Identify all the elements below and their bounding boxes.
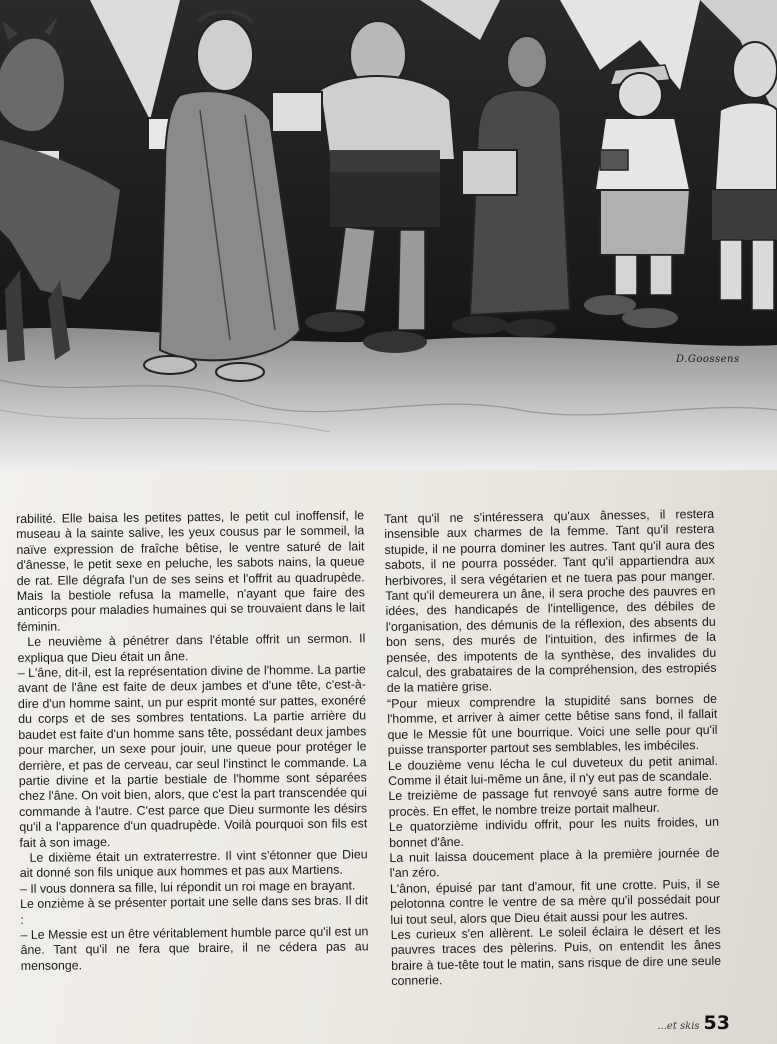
paragraph: Le quatorzième individu offrit, pour les nuits froides, un bonnet d'âne. xyxy=(388,814,720,850)
paragraph: rabilité. Elle baisa les petites pattes, le petit cul inoffensif, le museau à la sainte salive, les yeux cousus par le sommeil, la naïve expression de fraîche bêtise, le ventre saturé de lait d'ânesse, le petit sexe en peluche, les sabots nains, la queue de rat. Elle dégrafa l'un de ses seins et l'offrit au quadrupède. Mais la bestiole refusa la mamelle, n'ayant que faire des anticorps pour maladies humaines qui se trouvaient dans le lait féminin. xyxy=(16,508,366,634)
paragraph: – L'âne, dit-il, est la représentation divine de l'homme. La partie avant de l'âne est faite de deux jambes et d'une tête, c'est-à-dire d'un homme saint, un pur esprit monté sur pattes, exonéré du corps et de ses sombres tentations. La partie arrière du baudet est faite d'un homme sans tête, possédant deux jambes pour marcher, un sexe pour jouir, une queue pour protéger le derrière, et pas de cerveau, car seul l'instinct le commande. La partie divine et la partie bestiale de l'homme sont séparées chez l'âne. On voit bien, alors, que c'est la part transcendée qui commande à l'autre. C'est parce que Dieu surmonte les désirs qu'il a l'apparence d'un quadrupède. Voilà pourquoi son fils est fait à son image. xyxy=(17,662,368,850)
paragraph: Le douzième venu lécha le cul duveteux du petit animal. Comme il était lui-même un âne, il n'y eut pas de scandale. xyxy=(387,753,719,788)
page-number: 53 xyxy=(703,1012,730,1034)
paragraph: – Le Messie est un être véritablement humble parce qu'il est un âne. Tant qu'il ne fera que braire, il ne cédera pas au mensonge. xyxy=(20,924,369,973)
paragraph: “Pour mieux comprendre la stupidité sans bornes de l'homme, et arriver à aimer cette bêtise sans fond, il fallait que le Messie fût une bourrique. Voici une selle pour qu'il puisse transporter partout ses semblables, les imbéciles. xyxy=(386,691,718,758)
paragraph: La nuit laissa doucement place à la première journée de l'an zéro. xyxy=(389,845,720,881)
paragraph: L'ânon, épuisé par tant d'amour, fit une crotte. Puis, il se pelotonna contre le ventre de sa mère qu'il possédait pour lui tout seul, alors que Dieu était aussi pour les autres. xyxy=(389,876,721,927)
article-column-left xyxy=(16,508,369,974)
page-footer xyxy=(630,1012,730,1038)
paragraph: Le dixième était un extraterrestre. Il vint s'étonner que Dieu ait donné son fils unique aux hommes et pas aux Martiens. xyxy=(19,847,368,881)
paragraph: Le neuvième à pénétrer dans l'étable offrit un sermon. Il expliqua que Dieu était un âne. xyxy=(17,631,366,665)
footer-label: ...et skis xyxy=(657,1021,700,1032)
paragraph: Les curieux s'en allèrent. Le soleil éclaira le désert et les pauvres traces des pèlerins. Puis, on entendit les ânes braire à tue-tête tout le matin, sans risque de dire une seule connerie. xyxy=(390,922,722,989)
paragraph: Le treizième de passage fut renvoyé sans autre forme de procès. En effet, le nombre treize portait malheur. xyxy=(388,784,719,819)
cartoon-drawing xyxy=(0,0,777,470)
artist-signature: D.Goossens xyxy=(676,354,740,365)
cartoon-illustration xyxy=(0,0,777,470)
article-column-right xyxy=(384,507,721,990)
paragraph: – Il vous donnera sa fille, lui répondit un roi mage en brayant. xyxy=(19,878,356,896)
paragraph: Le onzième à se présenter portait une selle dans ses bras. Il dit : xyxy=(20,893,369,927)
paragraph: Tant qu'il ne s'intéressera qu'aux ânesses, il restera insensible aux charmes de la femme. Tant qu'il restera stupide, il ne pourra dominer les autres. Tant qu'il aura des sabots, il ne pourra posséder. Tant qu'il appartiendra aux herbivores, il sera végétarien et ne tuera pas pour manger. Tant qu'il demeurera un âne, il sera proche des pauvres en idées, des handicapés de l'intelligence, des débiles de l'organisation, des démunis de la réflexion, des absents du bon sens, des murés de l'intuition, des infirmes de la pensée, des impotents de la synthèse, des invalides du calcul, des grabataires de la compréhension, des estropiés de la matière grise. xyxy=(384,506,717,696)
